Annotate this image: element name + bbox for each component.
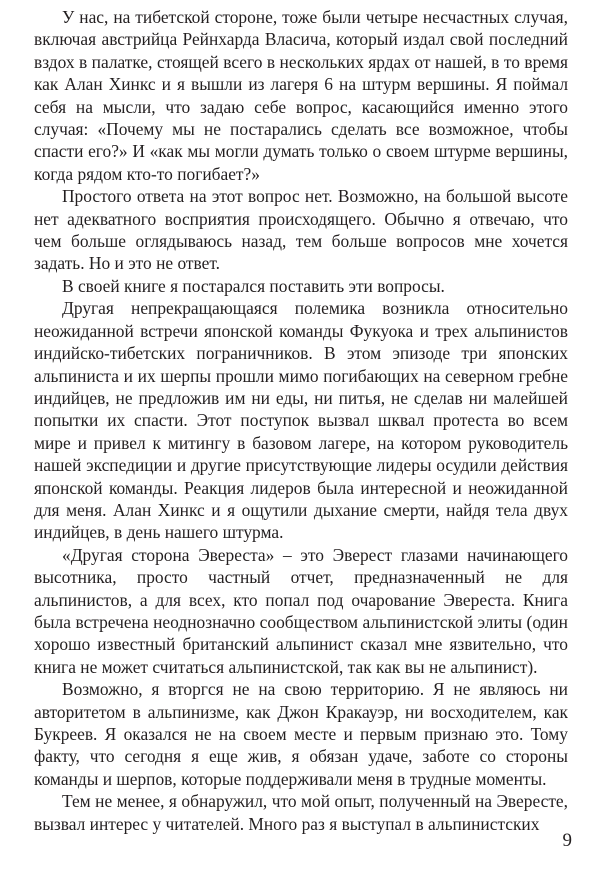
paragraph: У нас, на тибетской стороне, тоже были четыре несчастных случая, включая австрийца Рейнхарда Власича, который издал свой последний вздох в палатке, стоящей всего в нескольких ярдах от нашей, в то время как Алан Хинкс и я вышли из лагеря 6 на штурм вершины. Я поймал себя на мысли, что задаю себе вопрос, касающийся именно этого случая: «Почему мы не постарались сделать все возможное, чтобы спасти его?» И «как мы могли думать только о своем штурме вершины, когда рядом кто-то погибает?» [34,7,568,184]
paragraph: «Другая сторона Эвереста» – это Эверест глазами начинающего высотника, просто частный отчет, предназначенный не для альпинистов, а для всех, кто попал под очарование Эвереста. Книга была встречена неоднозначно сообществом альпинистской элиты (один хорошо известный британский альпинист сказал мне язвительно, что книга не может считаться альпинистской, так как вы не альпинист). [34,544,568,677]
paragraph: Возможно, я вторгся не на свою территорию. Я не являюсь ни авторитетом в альпинизме, как Джон Кракауэр, ни восходителем, как Букреев. Я оказался не на своем месте и первым признаю это. Тому факту, что сегодня я еще жив, я обязан удаче, заботе со стороны команды и шерпов, которые поддерживали меня в трудные моменты. [34,679,568,789]
paragraph: Тем не менее, я обнаружил, что мой опыт, полученный на Эвересте, вызвал интерес у читателей. Много раз я выступал в альпинистских [34,791,568,834]
page-number: 9 [562,830,572,851]
paragraph: Простого ответа на этот вопрос нет. Возможно, на большой высоте нет адекватного восприятия происходящего. Обычно я отвечаю, что чем больше оглядываюсь назад, тем больше вопросов мне хочется задать. Но и это не ответ. [34,186,568,274]
body-text [34,6,568,835]
paragraph: Другая непрекращающаяся полемика возникла относительно неожиданной встречи японской команды Фукуока и трех альпинистов индийско-тибетских пограничников. В этом эпизоде три японских альпиниста и их шерпы прошли мимо погибающих на северном гребне индийцев, не предложив им ни еды, ни питья, не сделав ни малейшей попытки их спасти. Этот поступок вызвал шквал протеста во всем мире и привел к митингу в базовом лагере, на котором руководитель нашей экспедиции и другие присутствующие лидеры осудили действия японской команды. Реакция лидеров была интересной и неожиданной для меня. Алан Хинкс и я ощутили дыхание смерти, найдя тела двух индийцев, в день нашего штурма. [34,298,568,543]
paragraph: В своей книге я постарался поставить эти вопросы. [62,275,445,296]
